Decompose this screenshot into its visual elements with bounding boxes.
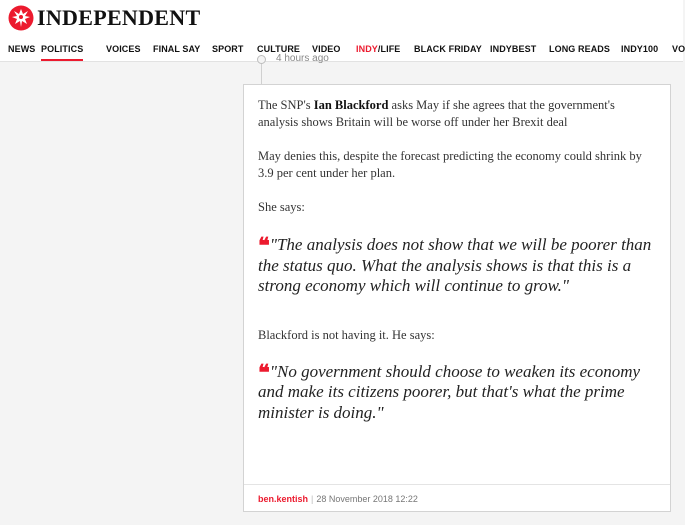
independent-logo[interactable] [8,5,200,31]
nav-item-culture[interactable]: CULTURE [257,44,301,54]
section-nav [0,38,683,62]
nav-item-life-part: /LIFE [377,44,401,54]
nav-item-indy100[interactable]: INDY100 [621,44,659,54]
timeline-line [261,62,262,84]
pull-quote-1 [258,235,658,297]
post-body [258,97,658,423]
nav-item-sport[interactable]: SPORT [212,44,244,54]
post-timestamp: 28 November 2018 12:22 [316,494,418,504]
post-paragraph-4: Blackford is not having it. He says: [258,327,435,342]
post-time-ago: 4 hours ago [276,53,329,64]
post-paragraph-3: She says: [258,200,305,214]
author-link[interactable]: ben.kentish [258,494,309,504]
post-footer [244,484,670,511]
nav-item-news[interactable]: NEWS [8,44,36,54]
nav-item-video[interactable]: VIDEO [312,44,341,54]
nav-item-black-friday[interactable]: BLACK FRIDAY [414,44,482,54]
pull-quote-2 [258,359,658,424]
nav-item-indy-part: INDY [356,44,378,54]
paragraph-text: The SNP's [258,98,314,112]
quote-mark-icon: ❝ [258,359,268,385]
timeline-dot [257,55,266,64]
paragraph-text: asks May if she agrees that the government's analysis shows Britain will be worse off under her Brexit deal [258,98,615,129]
quote-text: "The analysis does not show that we will be poorer than the status quo. What the analysis shows is that this is a strong economy which will continue to grow." [258,235,652,295]
nav-item-final-say[interactable]: FINAL SAY [153,44,201,54]
post-byline [258,494,418,505]
post-paragraph-2: May denies this, despite the forecast predicting the economy could shrink by 3.9 per cent under her plan. [258,149,642,180]
quote-mark-icon: ❝ [258,233,268,258]
masthead [0,0,683,38]
nav-item-voices[interactable]: VOICES [106,44,141,54]
nav-item-indybest[interactable]: INDYBEST [490,44,537,54]
brand-name: INDEPENDENT [37,5,201,30]
nav-item-long-reads[interactable]: LONG READS [549,44,611,54]
eagle-icon [8,5,34,31]
byline-separator: | [311,494,314,504]
post-paragraph-1 [258,97,658,131]
nav-item-indy-life[interactable] [356,38,400,61]
person-name: Ian Blackford [313,98,389,112]
nav-item-vo[interactable]: VO [672,44,685,54]
quote-text: "No government should choose to weaken its economy and make its citizens poorer, but that's what the prime minister is doing." [258,361,641,422]
nav-item-politics[interactable]: POLITICS [41,38,83,61]
live-blog-post [243,84,671,512]
